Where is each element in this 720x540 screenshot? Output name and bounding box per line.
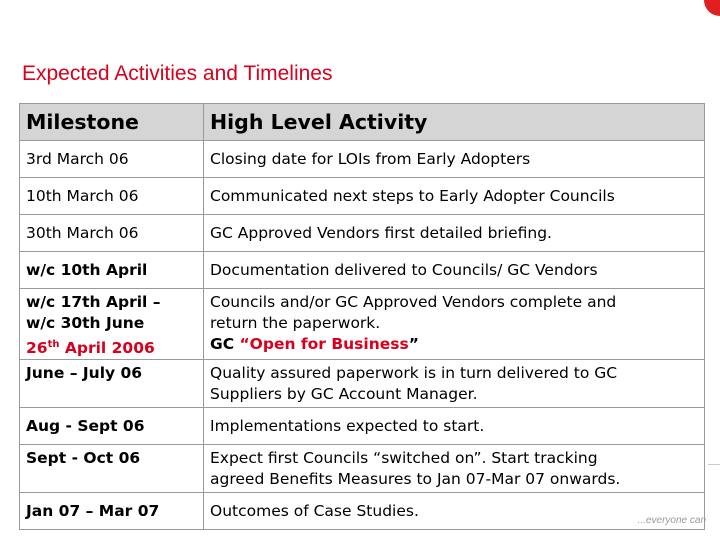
activity-cell: Closing date for LOIs from Early Adopters <box>204 141 705 178</box>
milestone-table <box>19 103 705 530</box>
slide-title: Expected Activities and Timelines <box>22 62 333 85</box>
milestone-cell: Aug - Sept 06 <box>20 408 204 445</box>
milestone-cell: Sept - Oct 06 <box>20 445 204 493</box>
table-header-row <box>20 104 705 141</box>
activity-cell: Outcomes of Case Studies. <box>204 493 705 530</box>
activity-line: agreed Benefits Measures to Jan 07-Mar 07 onwards. <box>210 470 621 489</box>
ordinal-suffix: th <box>47 339 60 350</box>
header-activity: High Level Activity <box>204 104 705 141</box>
milestone-cell: 3rd March 06 <box>20 141 204 178</box>
corner-accent-graphic <box>694 0 720 26</box>
milestone-cell: June – July 06 <box>20 360 204 408</box>
milestone-line-highlight <box>26 334 203 359</box>
activity-line <box>210 334 704 355</box>
milestone-line: w/c 17th April – <box>26 293 161 311</box>
activity-cell: GC Approved Vendors first detailed briefing. <box>204 215 705 252</box>
closing-quote: ” <box>408 335 419 353</box>
table-row <box>20 252 705 289</box>
table-row <box>20 360 705 408</box>
milestone-cell: 10th March 06 <box>20 178 204 215</box>
activity-line: Quality assured paperwork is in turn delivered to GC <box>210 364 618 383</box>
day-number: 26 <box>26 339 48 358</box>
activity-cell: Implementations expected to start. <box>204 408 705 445</box>
activity-line: return the paperwork. <box>210 314 381 332</box>
activity-cell <box>204 360 705 408</box>
edge-tick <box>708 464 720 465</box>
table-row <box>20 178 705 215</box>
month-year: April 2006 <box>59 339 155 358</box>
table-row <box>20 289 705 360</box>
milestone-cell: 30th March 06 <box>20 215 204 252</box>
table-row <box>20 408 705 445</box>
table-row <box>20 215 705 252</box>
activity-cell <box>204 445 705 493</box>
activity-cell: Documentation delivered to Councils/ GC Vendors <box>204 252 705 289</box>
footer-tagline: ...everyone can <box>637 515 706 526</box>
activity-cell: Communicated next steps to Early Adopter Councils <box>204 178 705 215</box>
table-row <box>20 141 705 178</box>
milestone-cell: Jan 07 – Mar 07 <box>20 493 204 530</box>
milestone-cell: w/c 10th April <box>20 252 204 289</box>
milestone-cell <box>20 289 204 360</box>
table-row <box>20 493 705 530</box>
open-for-business-highlight: “Open for Business <box>239 335 409 353</box>
header-milestone: Milestone <box>20 104 204 141</box>
activity-line: Expect first Councils “switched on”. Start tracking <box>210 449 598 468</box>
table-row <box>20 445 705 493</box>
gc-label: GC <box>210 335 240 353</box>
activity-line: Suppliers by GC Account Manager. <box>210 385 478 404</box>
activity-cell <box>204 289 705 360</box>
activity-line: Councils and/or GC Approved Vendors complete and <box>210 293 617 311</box>
milestone-line: w/c 30th June <box>26 314 145 332</box>
